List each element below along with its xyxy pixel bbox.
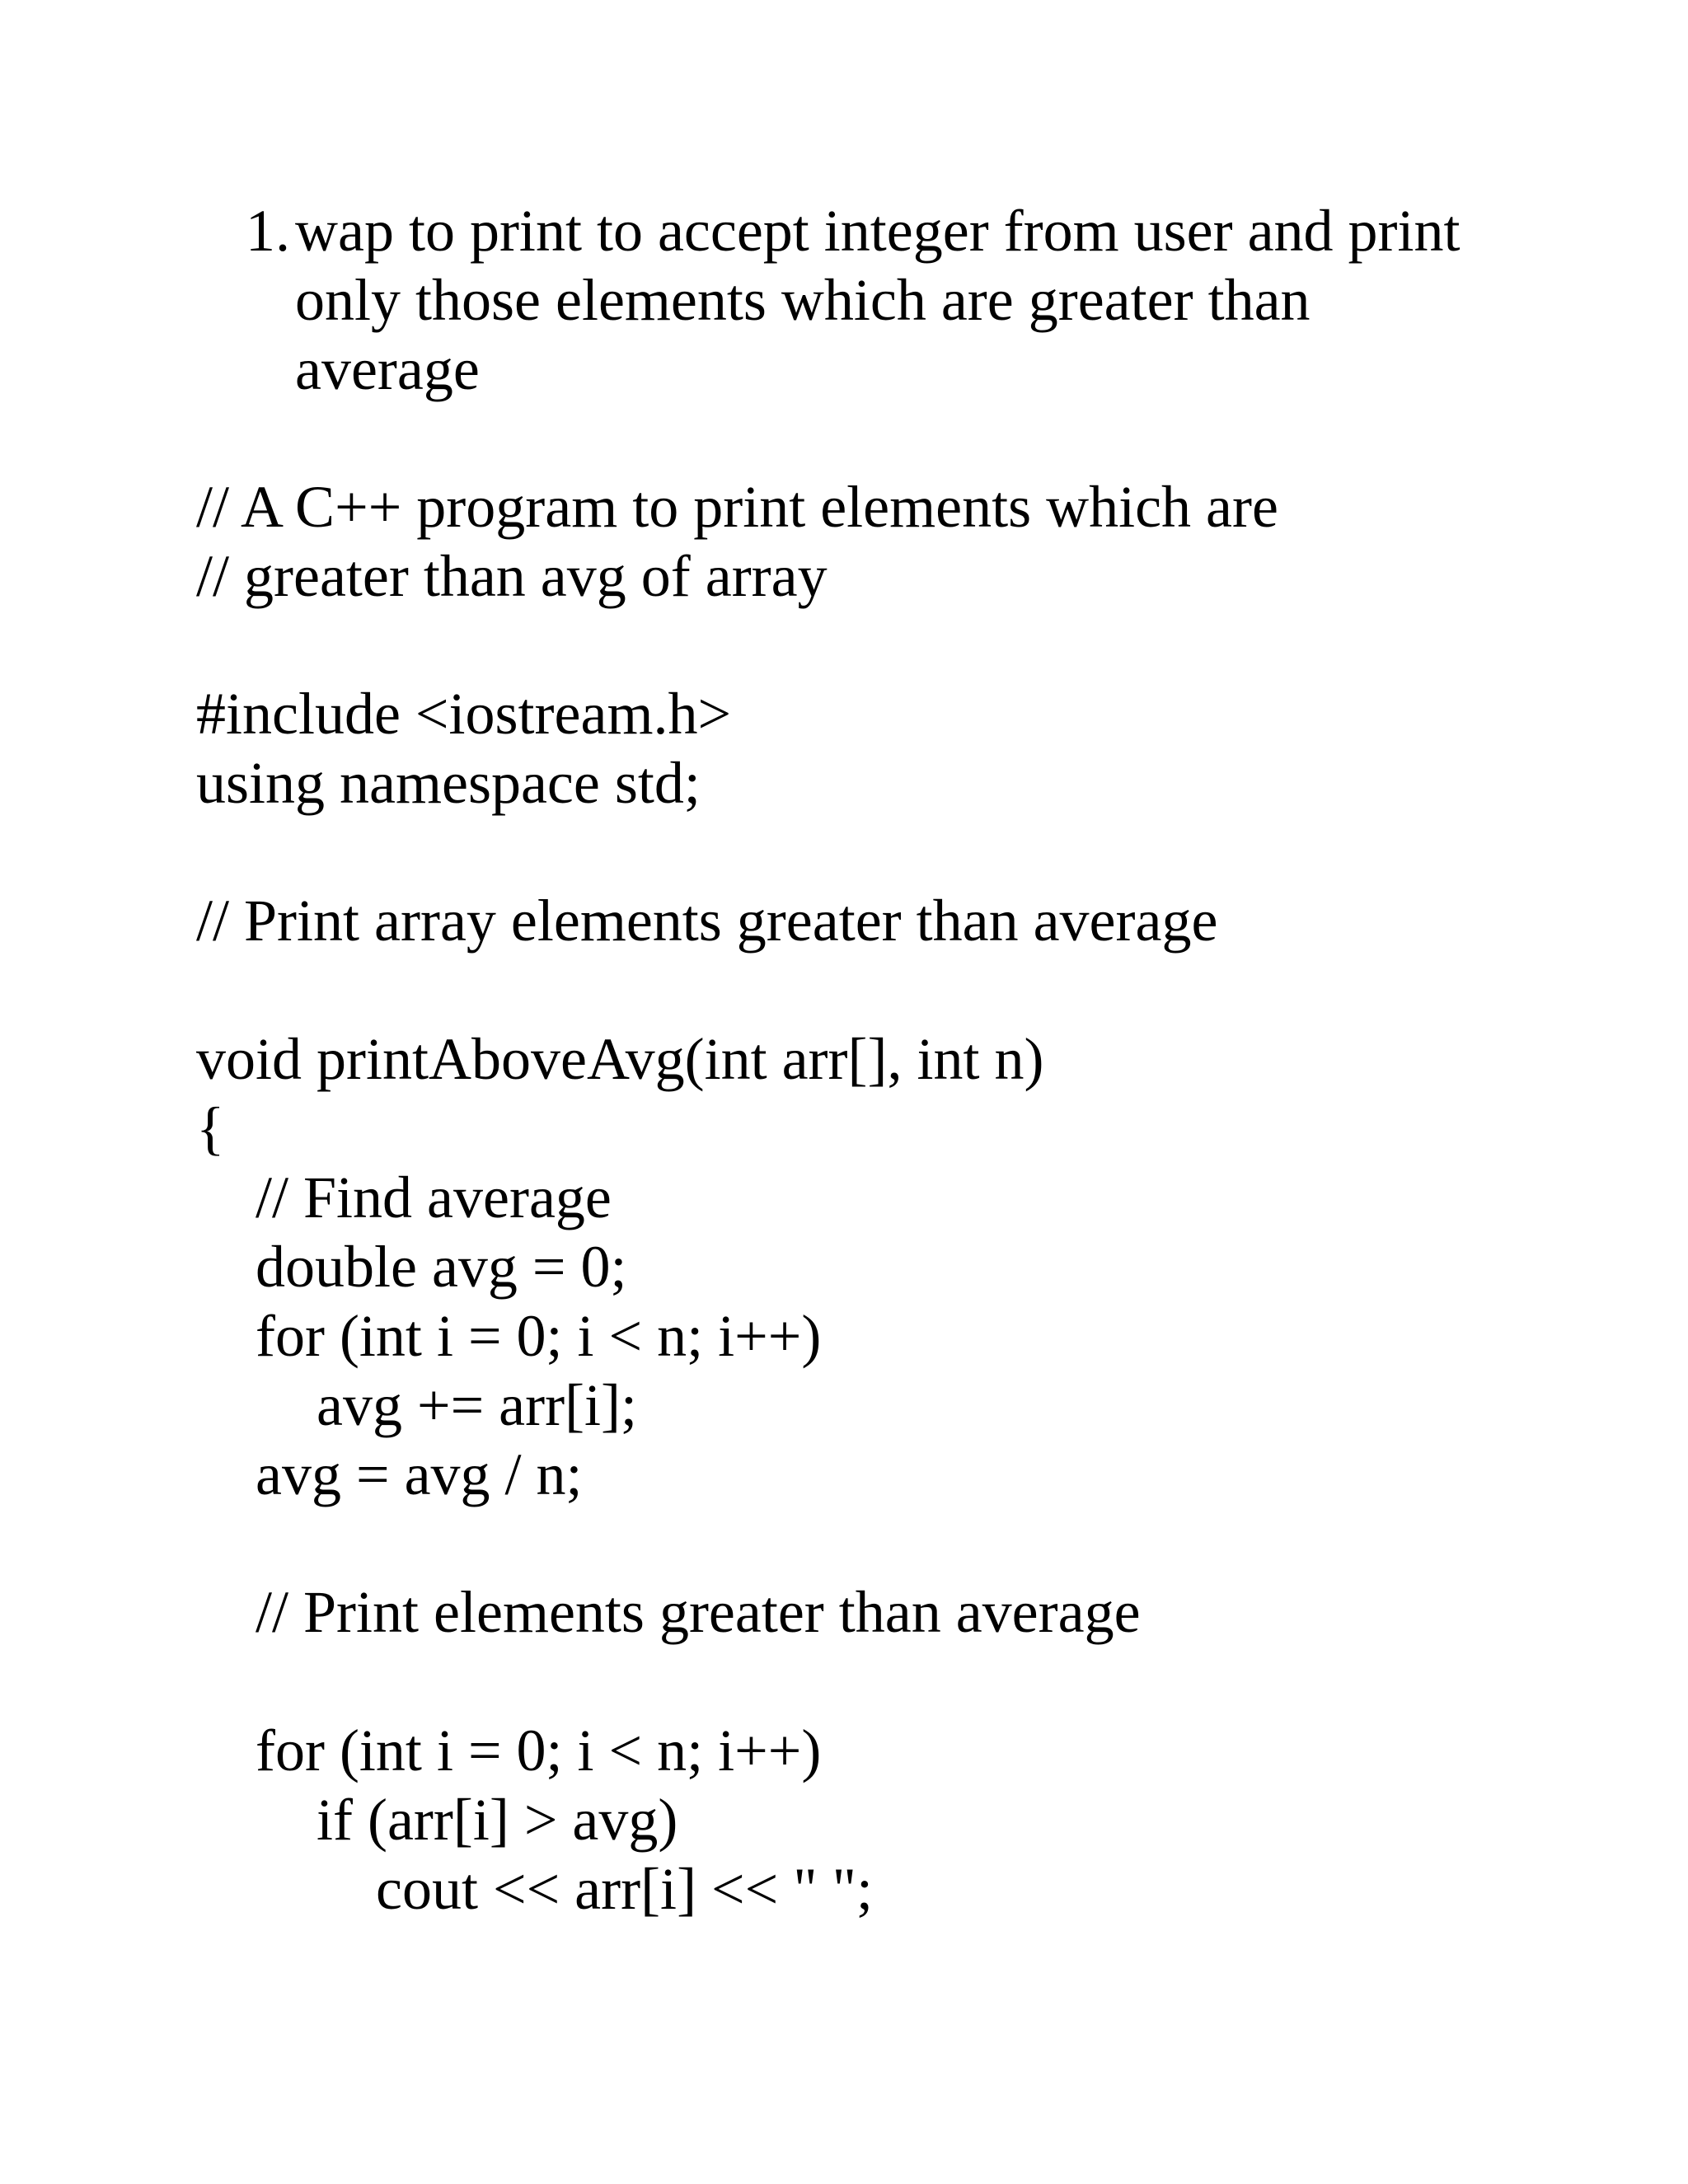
code-print-comment: // Print elements greater than average: [256, 1579, 1141, 1645]
code-func-comment: // Print array elements greater than average: [196, 888, 1218, 954]
question-number: 1.: [246, 198, 290, 264]
code-include: #include <iostream.h>: [196, 681, 732, 747]
code-avg-div: avg = avg / n;: [256, 1441, 583, 1507]
code-if-stmt: if (arr[i] > avg): [316, 1787, 678, 1853]
code-comment-header-2: // greater than avg of array: [196, 543, 828, 609]
code-using: using namespace std;: [196, 750, 701, 816]
code-for-sum: for (int i = 0; i < n; i++): [256, 1303, 822, 1369]
question-line-1: wap to print to accept integer from user and print: [295, 198, 1461, 264]
code-cout-stmt: cout << arr[i] << " ";: [376, 1856, 874, 1922]
question-line-3: average: [295, 336, 480, 402]
code-find-avg-comment: // Find average: [256, 1165, 612, 1230]
code-comment-header-1: // A C++ program to print elements which are: [196, 474, 1278, 540]
code-for-print: for (int i = 0; i < n; i++): [256, 1718, 822, 1783]
question-line-2: only those elements which are greater than: [295, 267, 1311, 333]
code-signature: void printAboveAvg(int arr[], int n): [196, 1026, 1044, 1092]
code-open-brace: {: [196, 1095, 225, 1161]
code-avg-decl: double avg = 0;: [256, 1234, 627, 1300]
code-sum-stmt: avg += arr[i];: [316, 1372, 638, 1438]
